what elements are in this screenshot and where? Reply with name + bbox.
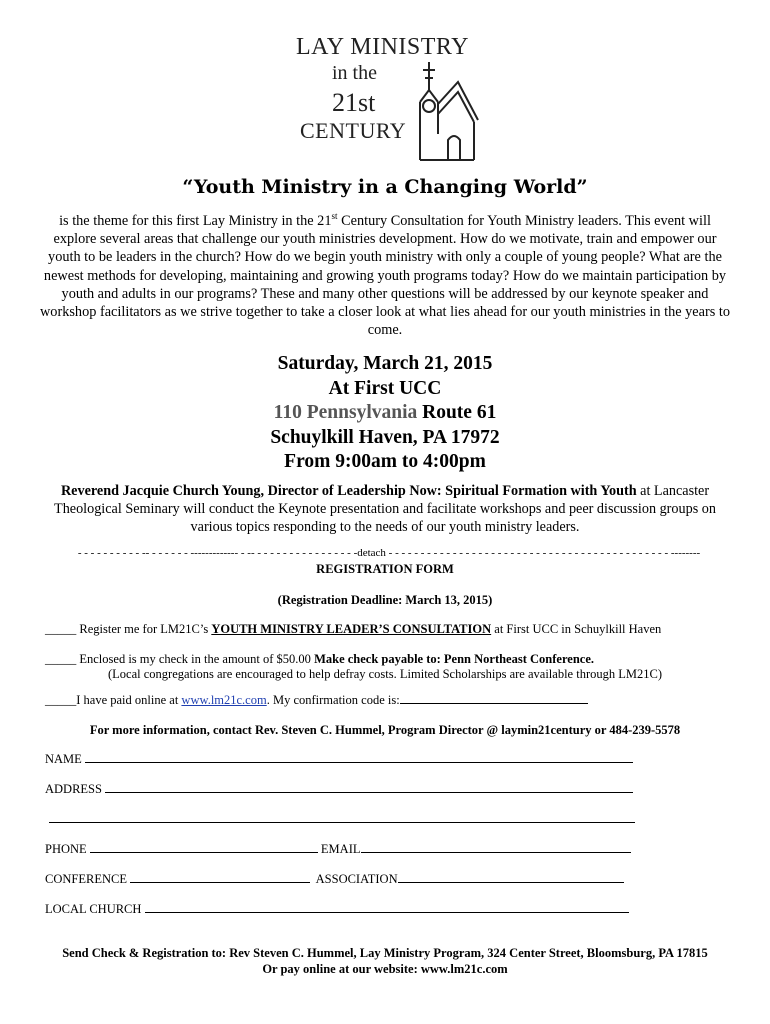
address-row: [45, 782, 633, 797]
phone-label: PHONE: [45, 842, 87, 856]
detach-line: - - - - - - - - - - -- - - - - - - ------------- - -- - - - - - - - - - - - - - - - -detach - - - - - - - - - - - - - - - - - - - - - - - - - - - - - - - - - - - - - - - - - - - - --------: [77, 547, 701, 559]
logo-line-4: CENTURY: [300, 118, 407, 143]
logo-line-2: in the: [332, 62, 377, 84]
name-field[interactable]: [85, 752, 633, 763]
name-row: [45, 752, 633, 767]
email-label: EMAIL: [320, 842, 361, 856]
event-details: [0, 352, 770, 475]
event-address: [0, 401, 770, 426]
logo-line-3: 21st: [332, 88, 376, 117]
check-text: _____ Enclosed is my check in the amount of $50.00: [45, 652, 315, 666]
address-field-2[interactable]: [49, 812, 635, 823]
speaker-paragraph: [36, 482, 734, 536]
church-icon: [414, 62, 480, 164]
event-address-route: Route 61: [417, 402, 497, 423]
conference-label: CONFERENCE: [45, 872, 127, 886]
conference-association-row: [45, 872, 624, 887]
consultation-name: YOUTH MINISTRY LEADER’S CONSULTATION: [211, 622, 492, 636]
register-location: at First UCC in Schuylkill Haven: [491, 622, 662, 636]
phone-field[interactable]: [90, 842, 318, 853]
logo-line-1: LAY MINISTRY: [296, 34, 469, 60]
check-payable: Make check payable to: Penn Northeast Conference.: [314, 652, 594, 666]
intro-superscript: st: [331, 211, 338, 222]
pay-online-instructions: Or pay online at our website: www.lm21c.com: [262, 962, 508, 976]
check-line[interactable]: [45, 652, 594, 667]
intro-text-1: is the theme for this first Lay Ministry in the 21: [59, 213, 332, 229]
phone-email-row: [45, 842, 631, 857]
paid-online-text: _____I have paid online at: [45, 693, 182, 707]
check-note: (Local congregations are encouraged to help defray costs. Limited Scholarships are available through LM21C): [108, 667, 662, 681]
registration-deadline: (Registration Deadline: March 13, 2015): [277, 593, 493, 607]
event-place: At First UCC: [328, 377, 442, 399]
event-date: Saturday, March 21, 2015: [277, 353, 493, 374]
send-instructions: Send Check & Registration to: Rev Steven C. Hummel, Lay Ministry Program, 324 Center Street, Bloomsburg, PA 17815: [62, 946, 708, 960]
registration-form-title: REGISTRATION FORM: [316, 562, 454, 576]
confirmation-label: . My confirmation code is:: [266, 693, 400, 707]
address-field[interactable]: [105, 782, 633, 793]
register-line[interactable]: [45, 622, 661, 637]
paid-online-line[interactable]: [45, 693, 588, 708]
confirmation-code-field[interactable]: [400, 693, 588, 704]
event-city: Schuylkill Haven, PA 17972: [270, 426, 500, 448]
name-label: NAME: [45, 752, 82, 766]
website-link[interactable]: www.lm21c.com: [181, 693, 267, 707]
speaker-description: at Lancaster Theological Seminary will conduct the Keynote presentation and facilitate workshops and peer discussion groups on various topics responding to the needs of our youth ministry leaders.: [54, 483, 716, 535]
event-time: From 9:00am to 4:00pm: [284, 451, 486, 472]
register-text: _____ Register me for LM21C’s: [45, 622, 212, 636]
intro-paragraph: [38, 212, 732, 339]
contact-info: For more information, contact Rev. Steven C. Hummel, Program Director @ laymin21century or 484-239-5578: [89, 723, 681, 737]
local-church-row: [45, 902, 629, 917]
association-field[interactable]: [398, 872, 624, 883]
speaker-name: Reverend Jacquie Church Young, Director of Leadership Now: Spiritual Formation with Youth: [60, 483, 637, 499]
ministry-logo: [296, 34, 486, 164]
address-row-2: [45, 812, 635, 827]
local-church-field[interactable]: [145, 902, 629, 913]
event-address-street: 110 Pennsylvania: [273, 402, 418, 423]
event-theme-title: “Youth Ministry in a Changing World”: [182, 176, 588, 198]
address-label: ADDRESS: [45, 782, 102, 796]
intro-text-2: Century Consultation for Youth Ministry leaders. This event will explore several areas that challenge our youth ministries development. How do we motivate, train and empower our youth to be leaders in the church? How do we begin youth ministry with only a couple of young people? What are the newest methods for developing, maintaining and growing youth programs today? How do we maintain participation by youth and adults in our programs? These and many other questions will be addressed by our keynote speaker and workshop facilitators as we strive together to take a closer look at what lies ahead for our youth ministries in the years to come.: [39, 213, 731, 339]
local-church-label: LOCAL CHURCH: [45, 902, 142, 916]
conference-field[interactable]: [130, 872, 310, 883]
email-field[interactable]: [361, 842, 631, 853]
association-label: ASSOCIATION: [315, 872, 398, 886]
